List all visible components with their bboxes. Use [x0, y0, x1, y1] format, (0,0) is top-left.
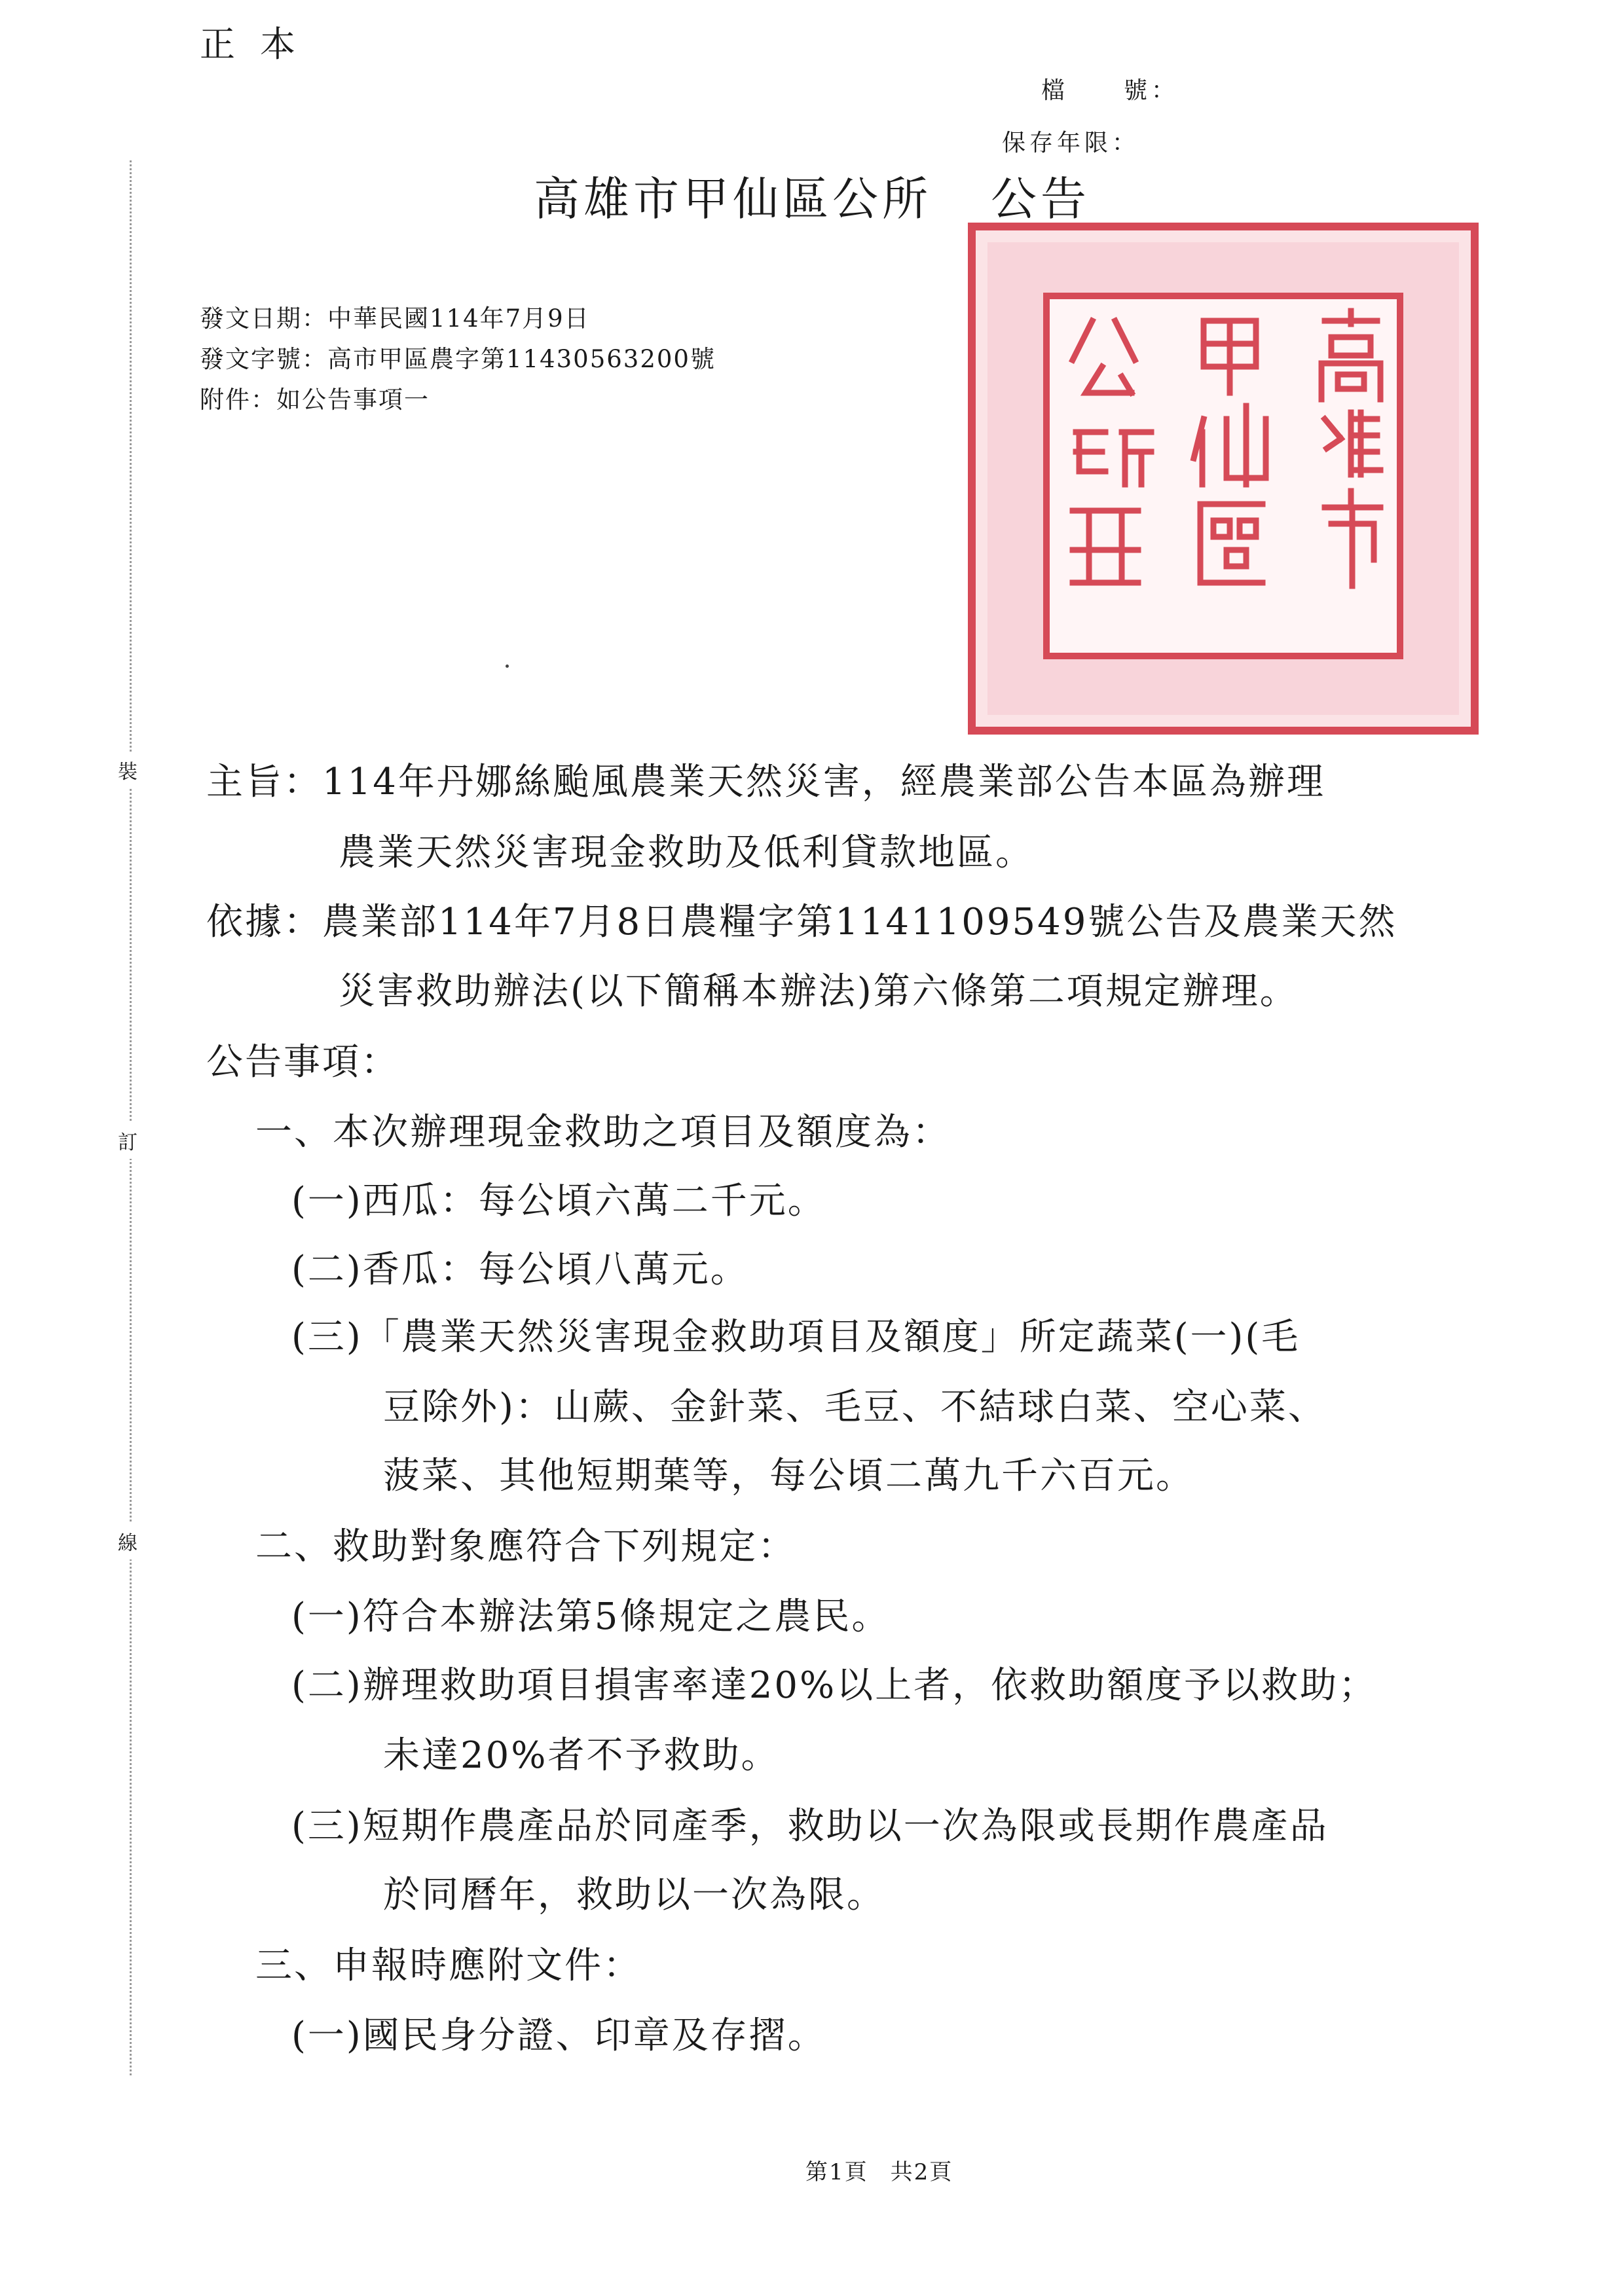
subject-line-2: 農業天然災害現金救助及低利貸款地區。 — [339, 831, 1034, 874]
section-1-item-3-line-2: 豆除外)：山蕨、金針菜、毛豆、不結球白菜、空心菜、 — [383, 1386, 1327, 1429]
binding-mark-bind: 裝 — [118, 752, 138, 788]
section-3-item-1: (一)國民身分證、印章及存摺。 — [291, 2014, 826, 2057]
retention-period-label: 保存年限： — [1002, 130, 1140, 156]
section-2-item-1: (一)符合本辦法第5條規定之農民。 — [291, 1595, 891, 1638]
section-1-item-3-line-3: 菠菜、其他短期葉等，每公頃二萬九千六百元。 — [383, 1455, 1194, 1497]
section-1-heading: 一、本次辦理現金救助之項目及額度為： — [255, 1111, 951, 1154]
attachment-note: 附件：如公告事項一 — [200, 386, 430, 414]
section-2-item-3-line-1: (三)短期作農產品於同產季，救助以一次為限或長期作農產品 — [291, 1805, 1329, 1848]
document-title — [534, 162, 1090, 228]
section-2-item-3-line-2: 於同曆年，救助以一次為限。 — [383, 1874, 885, 1916]
notice-heading: 公告事項： — [206, 1041, 399, 1084]
section-1-item-1: (一)西瓜：每公頃六萬二千元。 — [291, 1180, 826, 1222]
page-total: 共2頁 — [890, 2159, 953, 2185]
section-1-item-3-line-1: (三)「農業天然災害現金救助項目及額度」所定蔬菜(一)(毛 — [291, 1316, 1301, 1358]
basis-line-2: 災害救助辦法(以下簡稱本辦法)第六條第二項規定辦理。 — [339, 970, 1299, 1013]
issue-date: 發文日期：中華民國114年7月9日 — [200, 304, 590, 333]
binding-mark-line: 線 — [118, 1523, 138, 1559]
scan-speck — [506, 665, 509, 668]
subject-line-1: 主旨：114年丹娜絲颱風農業天然災害，經農業部公告本區為辦理 — [206, 761, 1325, 803]
binding-mark-staple: 訂 — [118, 1122, 138, 1159]
issuing-office: 高雄市甲仙區公所 — [534, 172, 932, 226]
section-2-heading: 二、救助對象應符合下列規定： — [255, 1525, 796, 1568]
section-1-item-2: (二)香瓜：每公頃八萬元。 — [291, 1248, 749, 1291]
copy-mark: 正本 — [200, 24, 320, 65]
file-number-label: 檔 號： — [1041, 77, 1179, 104]
page-footer — [805, 2154, 953, 2186]
document-type: 公告 — [991, 172, 1090, 226]
basis-line-1: 依據：農業部114年7月8日農糧字第1141109549號公告及農業天然 — [206, 901, 1397, 943]
section-2-item-2-line-1: (二)辦理救助項目損害率達20%以上者，依救助額度予以救助； — [291, 1664, 1378, 1707]
official-seal — [968, 223, 1479, 735]
document-number: 發文字號：高市甲區農字第11430563200號 — [200, 345, 716, 373]
binding-margin-line — [130, 160, 132, 2075]
section-3-heading: 三、申報時應附文件： — [255, 1944, 642, 1987]
section-2-item-2-line-2: 未達20%者不予救助。 — [383, 1734, 780, 1777]
page-number: 第1頁 — [805, 2159, 868, 2185]
